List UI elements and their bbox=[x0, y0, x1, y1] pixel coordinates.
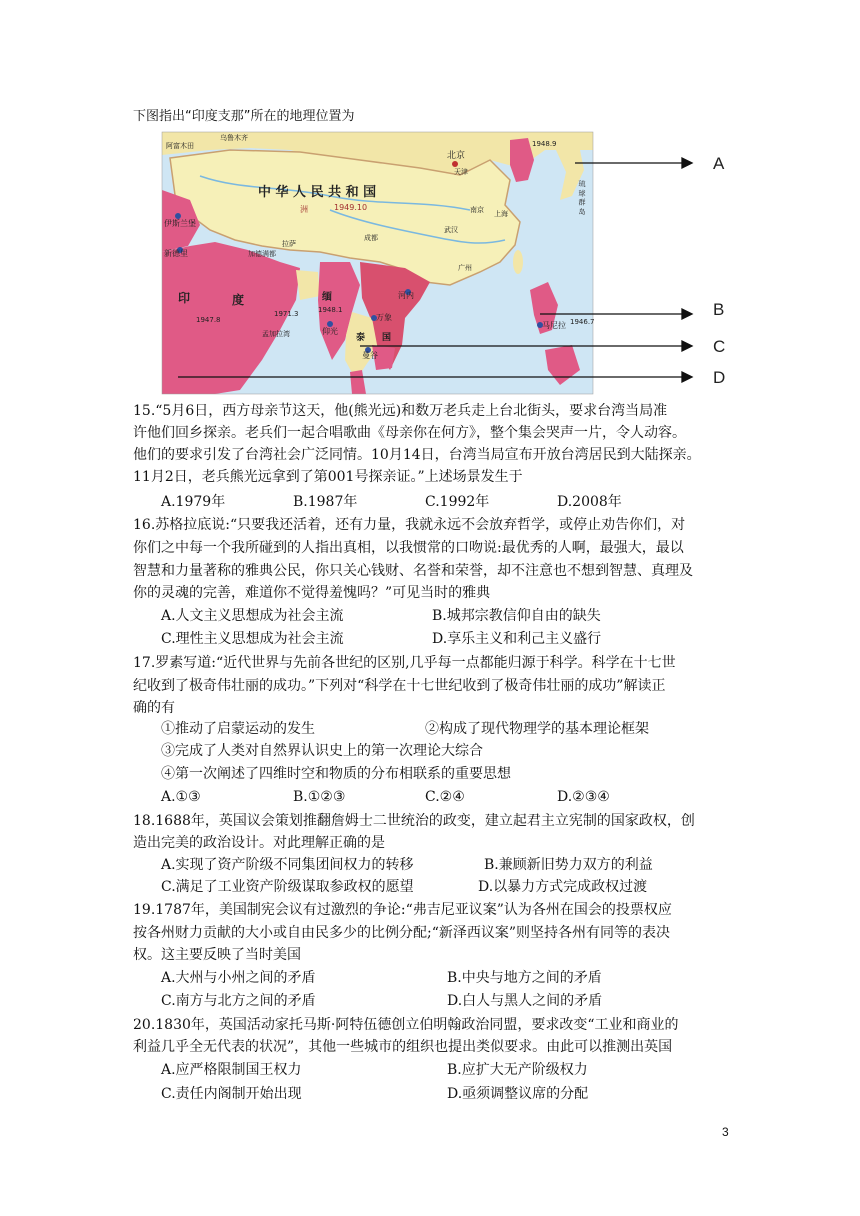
label-korea-year: 1948.9 bbox=[532, 140, 557, 148]
q15-line-4: 11月2日，老兵熊光远拿到了第001号探亲证。”上述场景发生于 bbox=[133, 469, 523, 485]
q19-option-d: D.白人与黑人之间的矛盾 bbox=[447, 993, 603, 1009]
label-lhasa: 拉萨 bbox=[282, 240, 296, 248]
label-hanoi: 河内 bbox=[398, 291, 414, 300]
map-label-b: B bbox=[713, 300, 725, 319]
map-question: 下图指出“印度支那”所在的地理位置为 bbox=[133, 109, 355, 124]
map-label-c: C bbox=[713, 337, 726, 356]
q18-line-1: 18.1688年，英国议会策划推翻詹姆士二世统治的政变，建立起君主立宪制的国家政权，创 bbox=[133, 813, 695, 829]
label-rangoon: 仰光 bbox=[322, 327, 338, 336]
label-newdelhi: 新德里 bbox=[164, 249, 188, 258]
label-india2: 度 bbox=[232, 293, 245, 307]
label-burma-year: 1948.1 bbox=[318, 306, 343, 314]
q19-option-b: B.中央与地方之间的矛盾 bbox=[447, 970, 602, 986]
q19-line-3: 权。这主要反映了当时美国 bbox=[133, 947, 301, 963]
q20-option-d: D.亟须调整议席的分配 bbox=[447, 1086, 589, 1102]
label-ryukyu: 琉 球 群 岛 bbox=[578, 180, 586, 215]
q20-line-2: 利益几乎全无代表的状况”，其他一些城市的组织也提出类似要求。由此可以推测出英国 bbox=[133, 1039, 673, 1055]
q16-option-c: C.理性主义思想成为社会主流 bbox=[161, 631, 344, 647]
map-label-a: A bbox=[713, 154, 725, 173]
q16-line-3: 智慧和力量著称的雅典公民，你只关心钱财、名誉和荣誉，却不注意也不想到智慧、真理及 bbox=[133, 563, 693, 579]
q16-option-b: B.城邦宗教信仰自由的缺失 bbox=[432, 608, 601, 624]
q15-line-1: 15.“5月6日，西方母亲节这天，他(熊光远)和数万老兵走上台北街头，要求台湾当局准 bbox=[133, 403, 668, 419]
map-label-d: D bbox=[713, 368, 726, 387]
q15-option-b: B.1987年 bbox=[293, 494, 358, 510]
q20-option-b: B.应扩大无产阶级权力 bbox=[447, 1062, 588, 1078]
q20-option-a: A.应严格限制国王权力 bbox=[161, 1062, 302, 1078]
map-figure bbox=[0, 0, 860, 400]
q20-line-1: 20.1830年，英国活动家托马斯·阿特伍德创立伯明翰政治同盟，要求改变“工业和商业的 bbox=[133, 1017, 679, 1033]
label-china-year: 1949.10 bbox=[334, 203, 368, 212]
label-wuhan: 武汉 bbox=[444, 226, 458, 234]
label-vientiane: 万象 bbox=[376, 313, 392, 322]
q19-line-2: 按各州财力贡献的大小或自由民多少的比例分配;“新泽西议案”则坚持各州有同等的表决 bbox=[133, 925, 671, 941]
page-number: 3 bbox=[722, 1125, 729, 1139]
q17-line-3: 确的有 bbox=[133, 700, 175, 716]
label-thailand: 泰 bbox=[356, 333, 366, 343]
label-beijing: 北京 bbox=[447, 151, 466, 161]
arrow-b-head bbox=[682, 309, 692, 319]
q15-option-c: C.1992年 bbox=[425, 494, 490, 510]
q16-option-d: D.享乐主义和利己主义盛行 bbox=[432, 631, 602, 647]
q17-item-4: ④第一次阐述了四维时空和物质的分布相联系的重要思想 bbox=[161, 766, 511, 782]
label-shanghai: 上海 bbox=[494, 210, 508, 218]
label-manila: 马尼拉 bbox=[542, 321, 566, 330]
q19-option-c: C.南方与北方之间的矛盾 bbox=[161, 993, 316, 1009]
q15-line-2: 许他们回乡探亲。老兵们一起合唱歌曲《母亲你在何方》，整个集会哭声一片，令人动容。 bbox=[133, 425, 686, 441]
label-bengal: 孟加拉湾 bbox=[262, 330, 290, 338]
label-china: 中 华 人 民 共 和 国 bbox=[258, 185, 377, 200]
q18-option-b: B.兼顾新旧势力双方的利益 bbox=[484, 857, 653, 873]
arrow-c-head bbox=[682, 341, 692, 351]
q15-option-a: A.1979年 bbox=[161, 494, 226, 510]
q17-line-2: 纪收到了极奇伟壮丽的成功。”下列对“科学在十七世纪收到了极奇伟壮丽的成功”解读正 bbox=[133, 678, 666, 694]
q17-item-1: ①推动了启蒙运动的发生 bbox=[161, 721, 315, 737]
label-zhou: 洲 bbox=[300, 205, 308, 214]
arrow-d-head bbox=[682, 372, 692, 382]
label-nanjing: 南京 bbox=[470, 206, 484, 214]
label-india-year: 1947.8 bbox=[196, 316, 221, 324]
q18-option-a: A.实现了资产阶级不同集团间权力的转移 bbox=[161, 857, 414, 873]
q17-option-b: B.①②③ bbox=[293, 789, 346, 805]
q17-option-a: A.①③ bbox=[161, 789, 201, 805]
q18-option-d: D.以暴力方式完成政权过渡 bbox=[478, 879, 648, 895]
label-islamabad: 伊斯兰堡 bbox=[164, 219, 196, 228]
q17-line-1: 17.罗素写道:“近代世界与先前各世纪的区别,几乎每一点都能归源于科学。科学在十七世 bbox=[133, 655, 676, 671]
label-tianjin: 天津 bbox=[454, 168, 468, 176]
q19-option-a: A.大州与小州之间的矛盾 bbox=[161, 970, 316, 986]
label-bangkok: 曼谷 bbox=[362, 351, 378, 360]
arrow-a-head bbox=[682, 158, 692, 168]
label-burma: 缅 bbox=[322, 292, 332, 303]
label-kathmandu: 加德满都 bbox=[248, 250, 276, 258]
label-chengdu: 成都 bbox=[364, 234, 378, 242]
label-kabul: 阿富木田 bbox=[166, 142, 194, 150]
q16-line-1: 16.苏格拉底说:“只要我还活着，还有力量，我就永远不会放弃哲学，或停止劝告你们，对 bbox=[133, 517, 686, 533]
q16-option-a: A.人文主义思想成为社会主流 bbox=[161, 608, 344, 624]
q19-line-1: 19.1787年，美国制宪会议有过激烈的争论:“弗吉尼亚议案”认为各州在国会的投票权应 bbox=[133, 902, 672, 918]
q17-item-2: ②构成了现代物理学的基本理论框架 bbox=[425, 721, 649, 737]
label-urumqi: 乌鲁木齐 bbox=[220, 134, 248, 142]
q17-item-3: ③完成了人类对自然界认识史上的第一次理论大综合 bbox=[161, 743, 483, 759]
label-bangladesh-year: 1971.3 bbox=[274, 310, 299, 318]
label-thailand2: 国 bbox=[382, 333, 392, 343]
q15-option-d: D.2008年 bbox=[557, 494, 622, 510]
q16-line-2: 你们之中每一个我所碰到的人指出真相，以我惯常的口吻说:最优秀的人啊，最强大，最以 bbox=[133, 540, 684, 556]
label-guangzhou: 广州 bbox=[458, 264, 472, 272]
q15-line-3: 他们的要求引发了台湾社会广泛同情。10月14日，台湾当局宣布开放台湾居民到大陆探亲。 bbox=[133, 447, 701, 463]
q20-option-c: C.责任内阁制开始出现 bbox=[161, 1086, 302, 1102]
q17-option-c: C.②④ bbox=[425, 789, 465, 805]
label-phil-year: 1946.7 bbox=[570, 318, 595, 326]
label-india: 印 bbox=[178, 291, 191, 305]
q18-line-2: 造出完美的政治设计。对此理解正确的是 bbox=[133, 835, 385, 851]
q16-line-4: 你的灵魂的完善，难道你不觉得羞愧吗？”可见当时的雅典 bbox=[133, 585, 491, 601]
q17-option-d: D.②③④ bbox=[557, 789, 610, 805]
q18-option-c: C.满足了工业资产阶级谋取参政权的愿望 bbox=[161, 879, 414, 895]
